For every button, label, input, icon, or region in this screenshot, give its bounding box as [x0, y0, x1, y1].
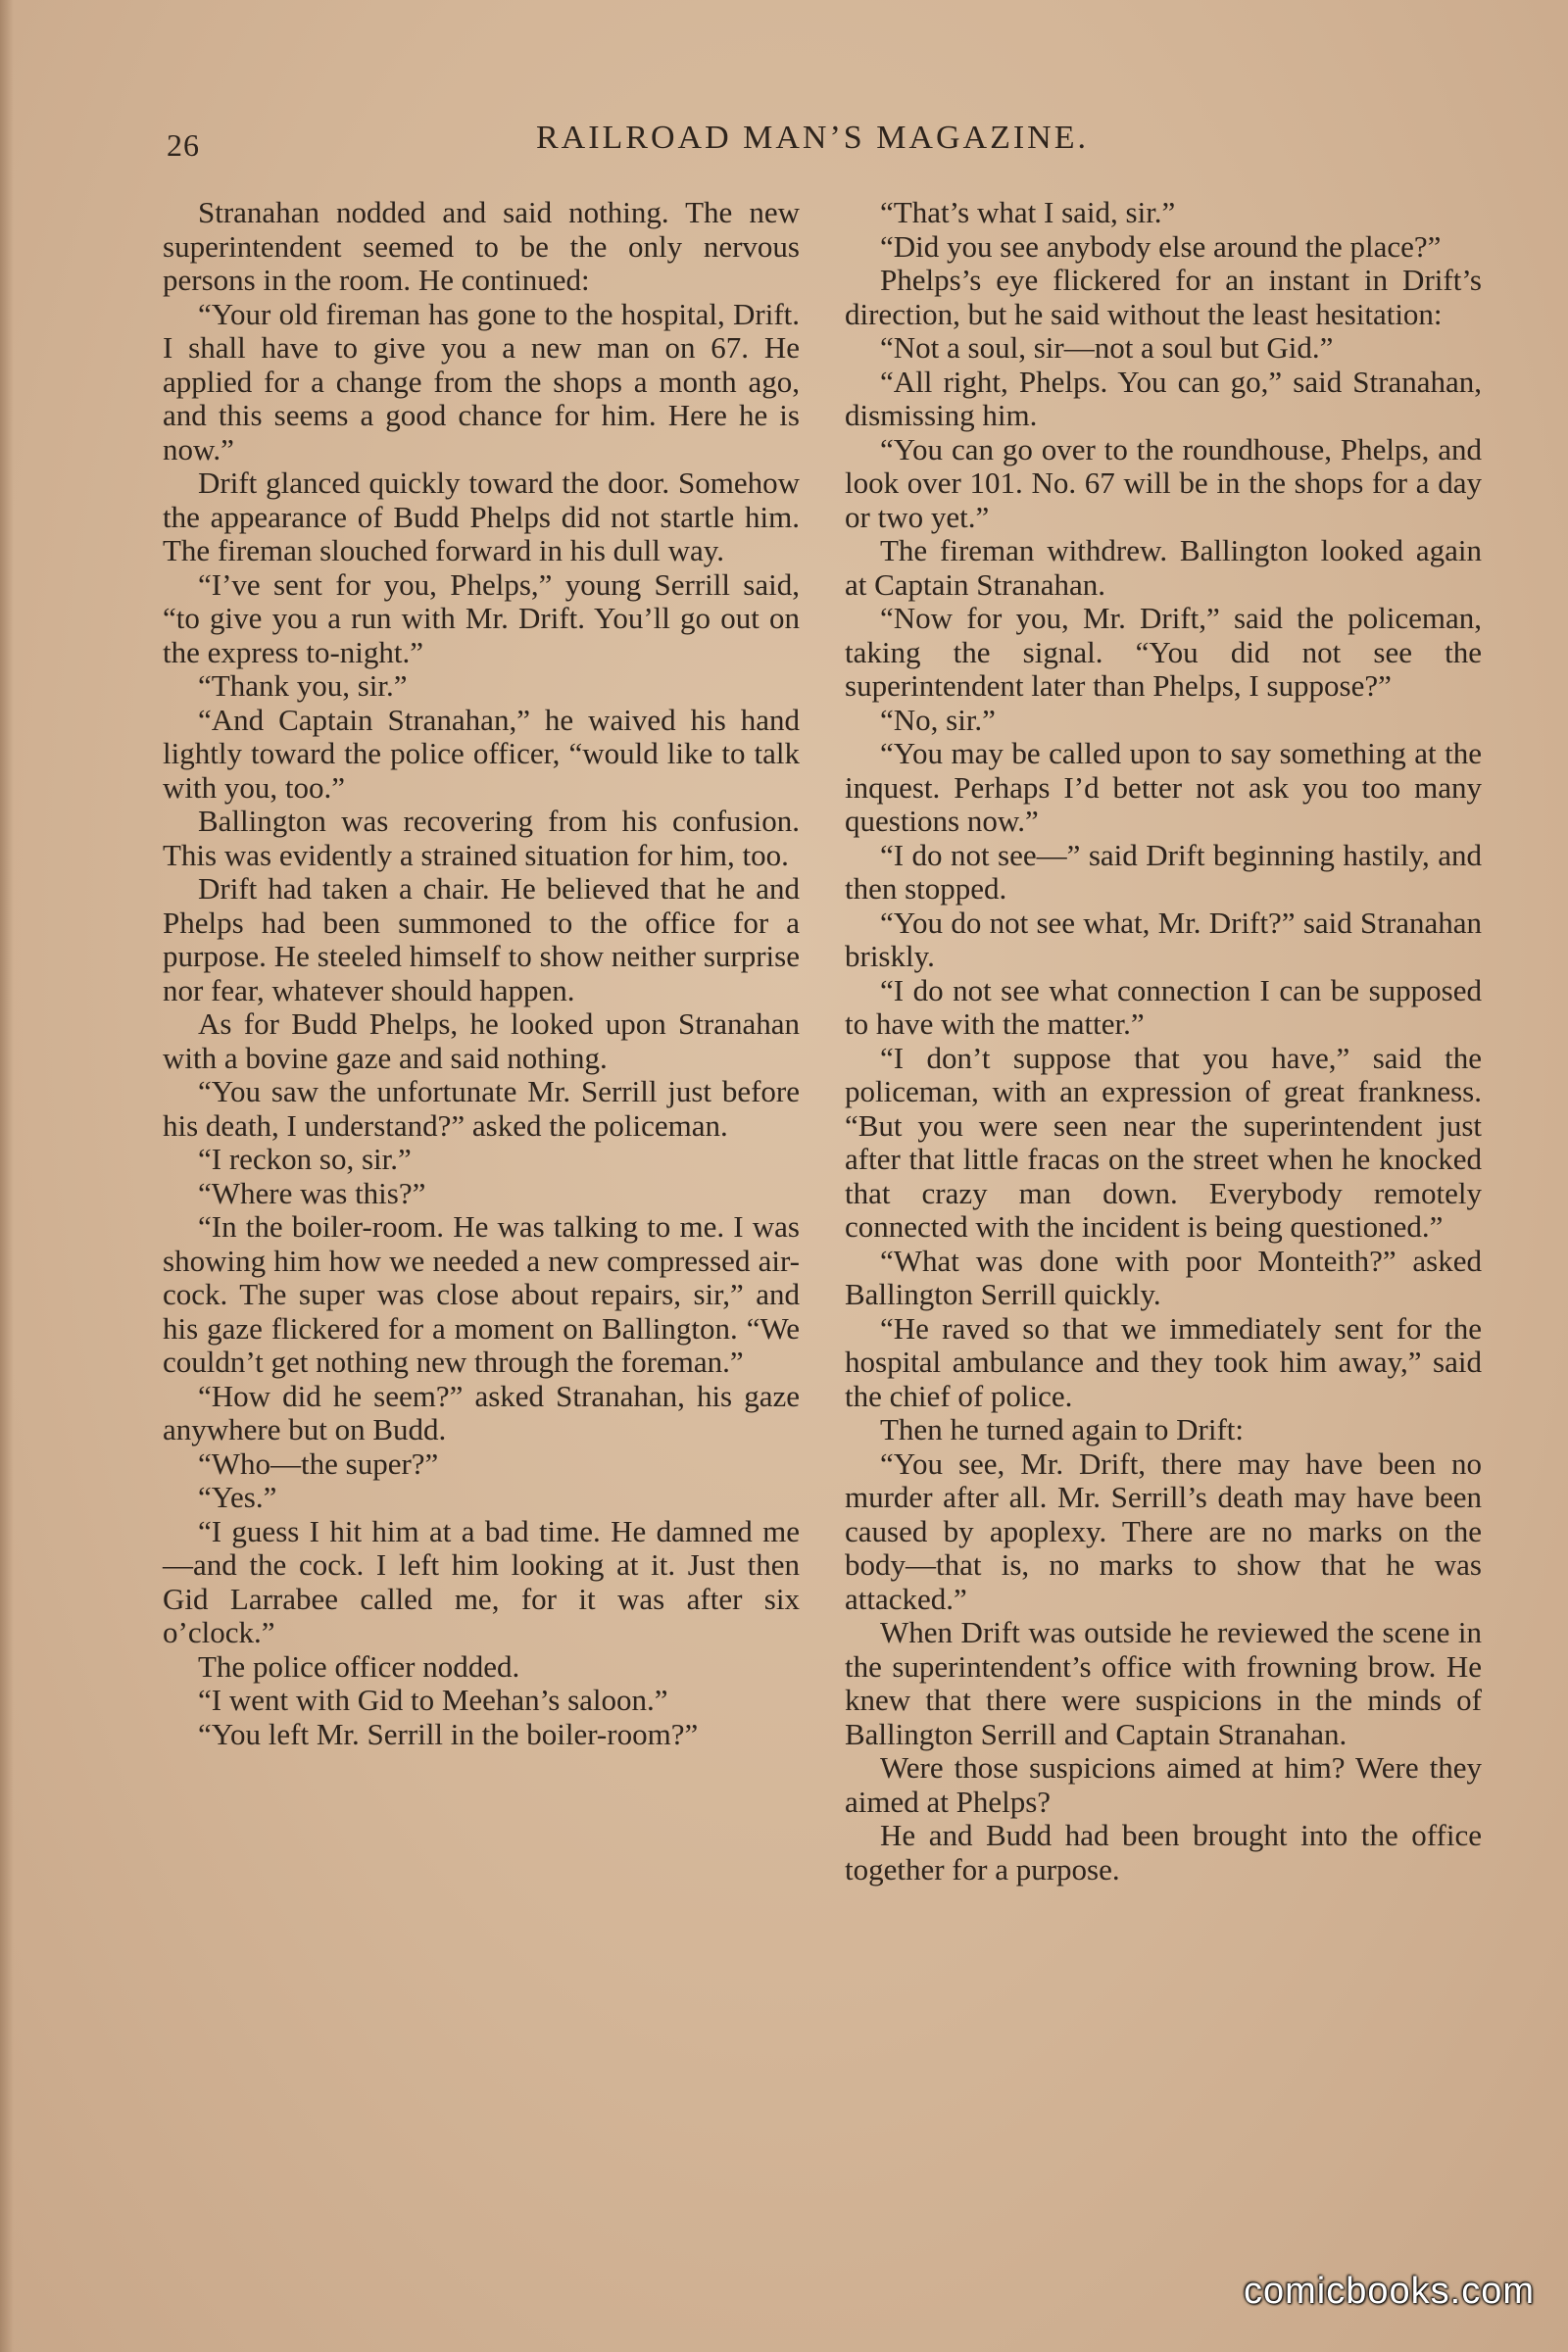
- watermark: comicbooks.com: [1244, 2271, 1535, 2312]
- paragraph: “All right, Phelps. You can go,” said Stranahan, dismissing him.: [845, 364, 1482, 432]
- paragraph: “And Captain Stranahan,” he waived his hand lightly toward the police officer, “would like to talk with you, too.”: [163, 702, 800, 805]
- paragraph: “In the boiler-room. He was talking to me. I was showing him how we needed a new compressed air-cock. The super was close about repairs, sir,” and his gaze flickered for a moment on Ballington. “We couldn’t get nothing new through the foreman.”: [163, 1209, 800, 1379]
- paragraph: “You may be called upon to say something at the inquest. Perhaps I’d better not ask you too many questions now.”: [845, 736, 1482, 838]
- paragraph: “Who—the super?”: [198, 1446, 439, 1481]
- paragraph: Stranahan nodded and said nothing. The new superintendent seemed to be the only nervous persons in the room. He continued:: [163, 195, 800, 297]
- right-column: [845, 196, 1482, 1886]
- paragraph: “I reckon so, sir.”: [198, 1142, 412, 1176]
- paragraph: When Drift was outside he reviewed the scene in the superintendent’s office with frowning brow. He knew that there were suspicions in the minds of Ballington Serrill and Captain Stranahan.: [845, 1615, 1482, 1751]
- paragraph: “That’s what I said, sir.”: [880, 195, 1176, 229]
- paragraph: As for Budd Phelps, he looked upon Stranahan with a bovine gaze and said nothing.: [163, 1006, 800, 1075]
- page-number: 26: [167, 127, 200, 163]
- paragraph: “Now for you, Mr. Drift,” said the policeman, taking the signal. “You did not see the superintendent later than Phelps, I suppose?”: [845, 601, 1482, 703]
- paragraph: “I don’t suppose that you have,” said the policeman, with an expression of great frankness. “But you were seen near the superintendent just after that little fracas on the street when he knocked that crazy man down. Everybody remotely connected with the incident is being questioned.”: [845, 1040, 1482, 1244]
- paragraph: “Thank you, sir.”: [198, 668, 408, 703]
- paragraph: “You can go over to the roundhouse, Phelps, and look over 101. No. 67 will be in the shops for a day or two yet.”: [845, 431, 1482, 534]
- paragraph: Drift had taken a chair. He believed that he and Phelps had been summoned to the office for a purpose. He steeled himself to show neither surprise nor fear, whatever should happen.: [163, 871, 800, 1007]
- paragraph: “I do not see what connection I can be supposed to have with the matter.”: [845, 972, 1482, 1041]
- paragraph: Were those suspicions aimed at him? Were they aimed at Phelps?: [845, 1750, 1482, 1819]
- paragraph: “He raved so that we immediately sent for the hospital ambulance and they took him away,” said the chief of police.: [845, 1310, 1482, 1413]
- paragraph: Drift glanced quickly toward the door. Somehow the appearance of Budd Phelps did not startle him. The fireman slouched forward in his dull way.: [163, 466, 800, 567]
- paragraph: “How did he seem?” asked Stranahan, his gaze anywhere but on Budd.: [163, 1378, 800, 1446]
- left-column: [163, 196, 800, 1751]
- paragraph: Ballington was recovering from his confusion. This was evidently a strained situation for him, too.: [163, 804, 800, 872]
- paragraph: The police officer nodded.: [198, 1648, 520, 1684]
- paragraph: “You see, Mr. Drift, there may have been no murder after all. Mr. Serrill’s death may have been caused by apoplexy. There are no marks on the body—that is, no marks to show that he was attacked.”: [845, 1446, 1482, 1616]
- paragraph: “I’ve sent for you, Phelps,” young Serrill said, “to give you a run with Mr. Drift. You’ll go out on the express to-night.”: [163, 566, 800, 669]
- paragraph: “I guess I hit him at a bad time. He damned me—and the cock. I left him looking at it. Just then Gid Larrabee called me, for it was after six o’clock.”: [163, 1513, 800, 1649]
- paragraph: “You saw the unfortunate Mr. Serrill just before his death, I understand?” asked the policeman.: [163, 1074, 800, 1143]
- running-head: RAILROAD MAN’S MAGAZINE.: [535, 120, 1090, 156]
- paragraph: “What was done with poor Monteith?” asked Ballington Serrill quickly.: [845, 1243, 1482, 1311]
- paragraph: “You do not see what, Mr. Drift?” said Stranahan briskly.: [845, 905, 1482, 973]
- paragraph: He and Budd had been brought into the office together for a purpose.: [845, 1818, 1482, 1886]
- paragraph: “Yes.”: [198, 1480, 277, 1514]
- paragraph: “Did you see anybody else around the place?”: [880, 228, 1442, 264]
- paragraph: Phelps’s eye flickered for an instant in Drift’s direction, but he said without the least hesitation:: [845, 263, 1482, 331]
- paragraph: “I do not see—” said Drift beginning hastily, and then stopped.: [845, 837, 1482, 906]
- paragraph: “Where was this?”: [198, 1175, 426, 1210]
- page-edge-shadow: [0, 0, 14, 2352]
- paragraph: Then he turned again to Drift:: [880, 1412, 1245, 1446]
- page-header: [165, 116, 1460, 165]
- paragraph: “You left Mr. Serrill in the boiler-room?”: [198, 1716, 699, 1751]
- paragraph: The fireman withdrew. Ballington looked again at Captain Stranahan.: [845, 533, 1482, 602]
- paragraph: “Not a soul, sir—not a soul but Gid.”: [880, 330, 1334, 365]
- paragraph: “I went with Gid to Meehan’s saloon.”: [198, 1683, 668, 1717]
- paragraph: “Your old fireman has gone to the hospital, Drift. I shall have to give you a new man on 67. He applied for a change from the shops a month ago, and this seems a good chance for him. Here he is now.”: [163, 296, 800, 466]
- paragraph: “No, sir.”: [880, 702, 996, 737]
